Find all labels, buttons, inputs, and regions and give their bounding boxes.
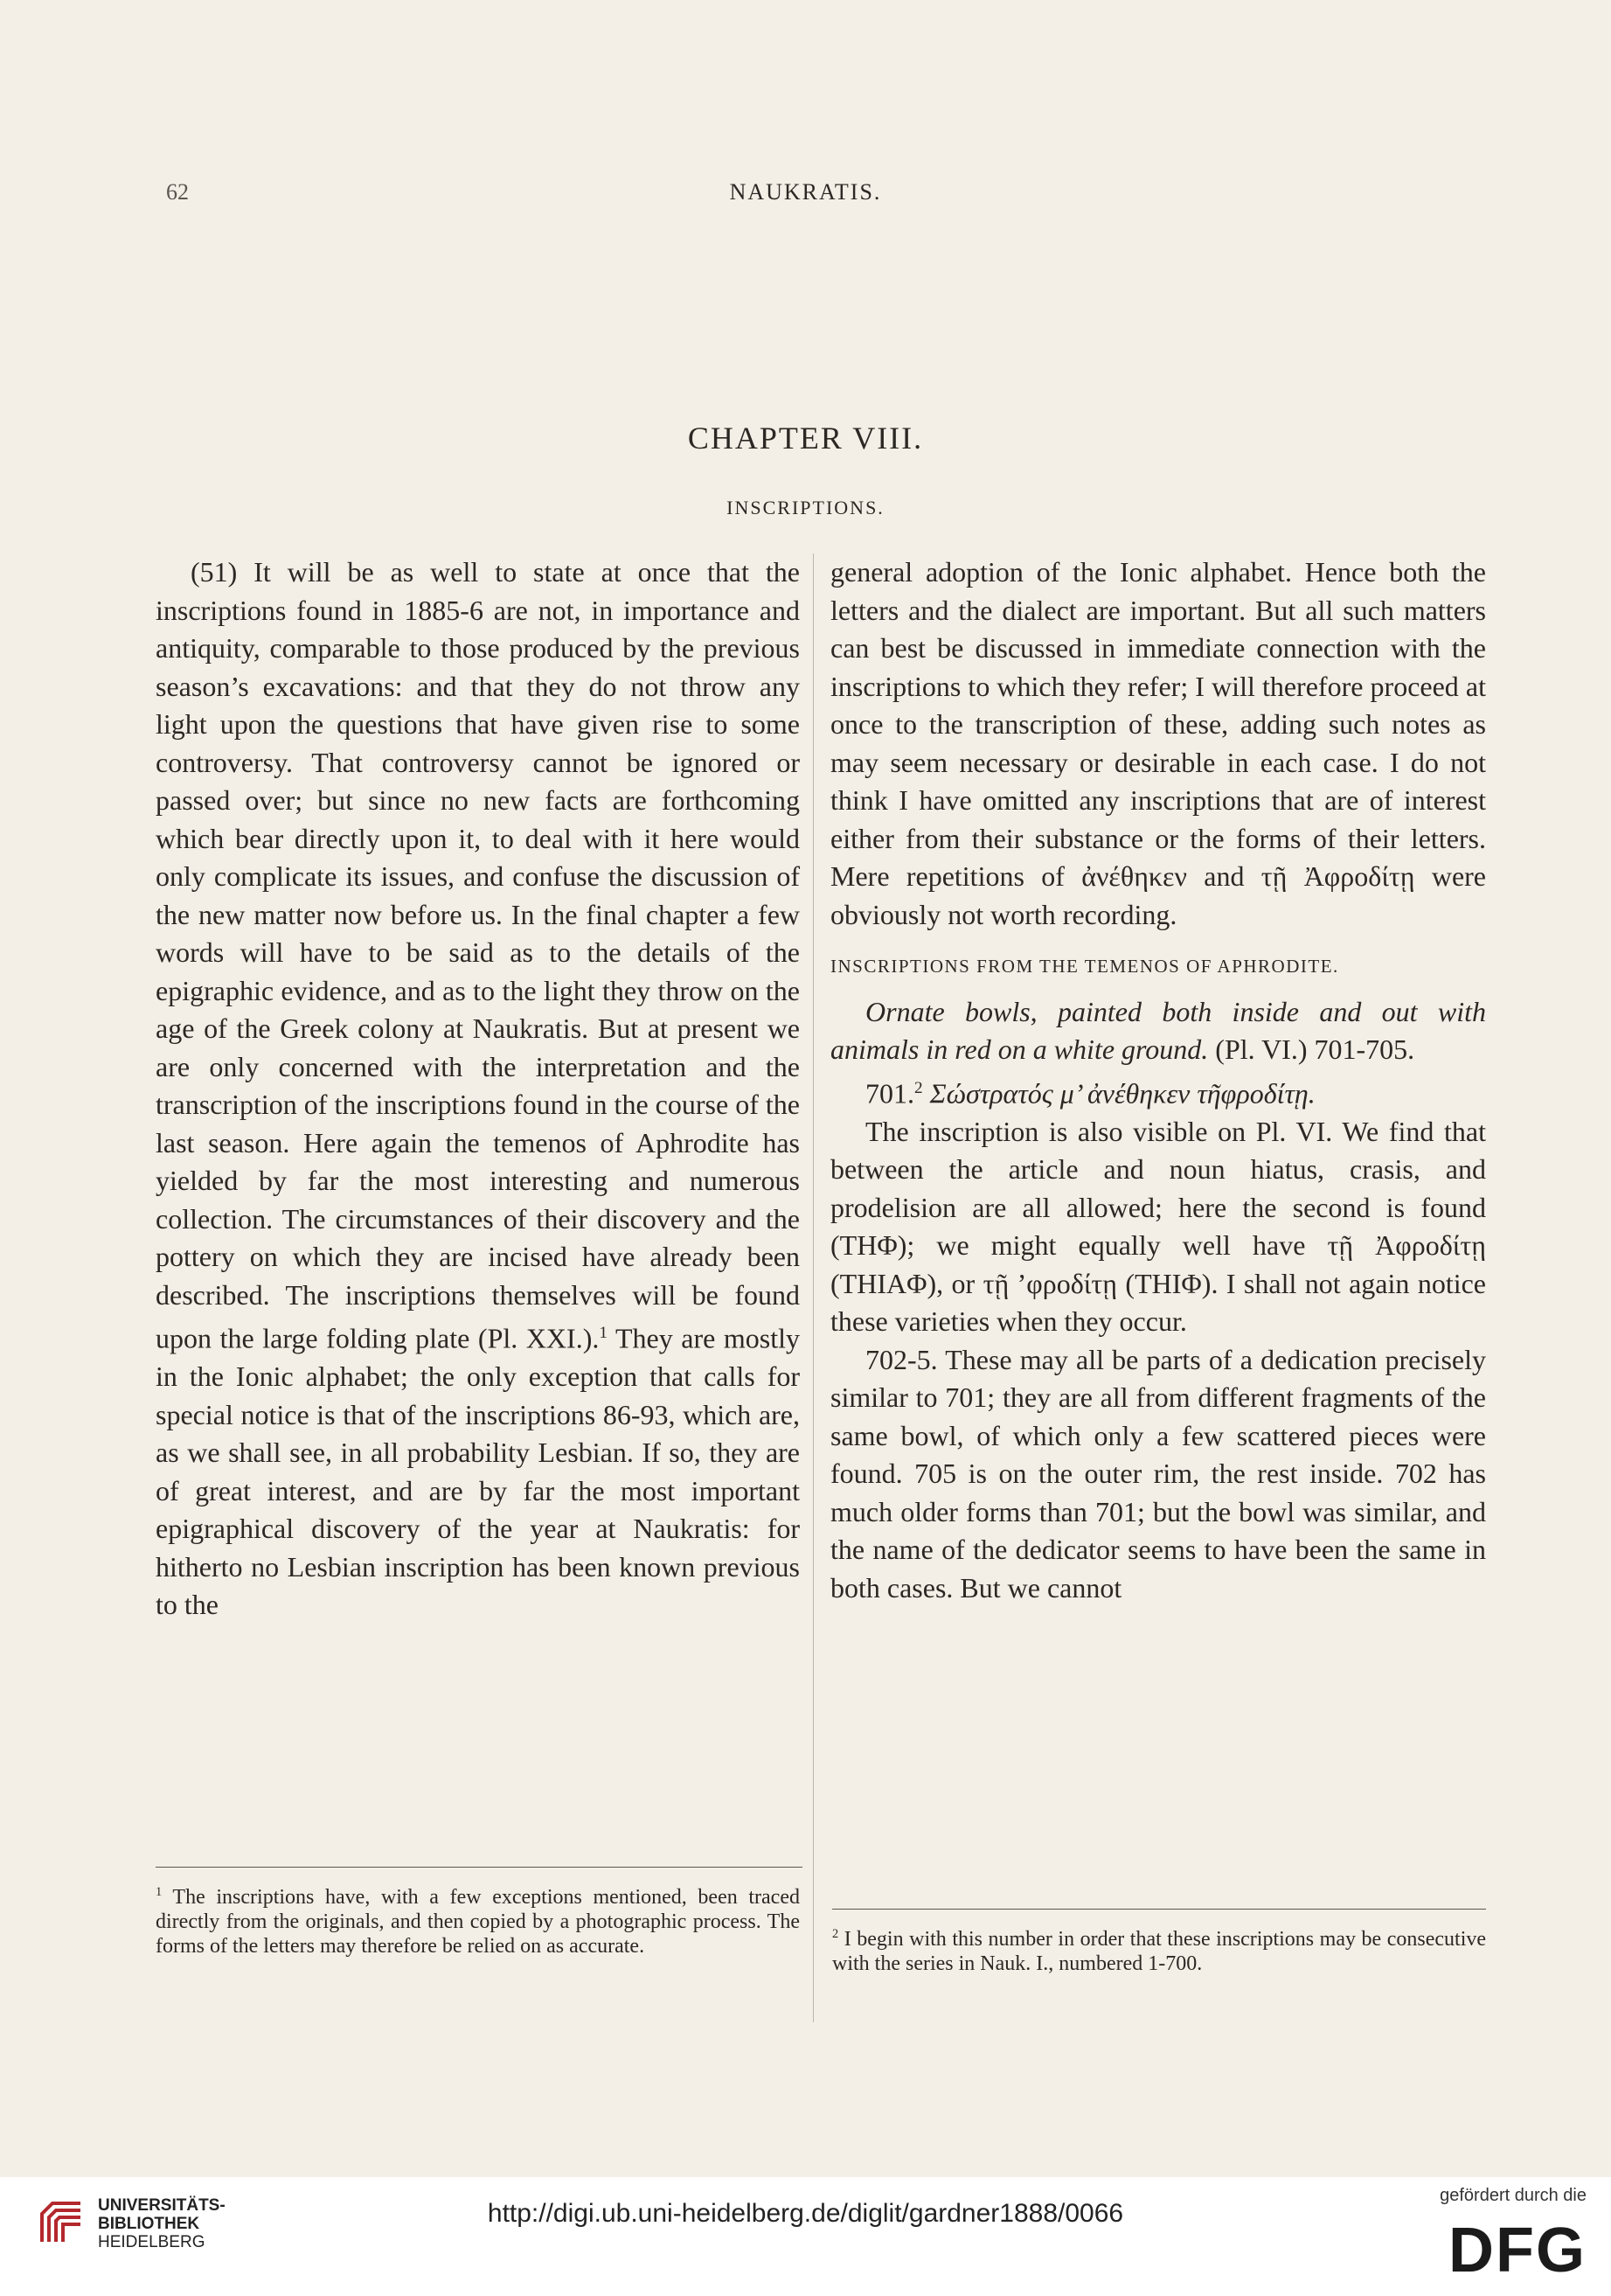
entry-number: 701. (865, 1077, 914, 1110)
running-title: NAUKRATIS. (729, 179, 882, 205)
section-heading: INSCRIPTIONS FROM THE TEMENOS OF APHRODITE. (830, 956, 1339, 977)
page-number: 62 (166, 179, 189, 205)
footnote-text: The inscriptions have, with a few exceptions mentioned, been traced directly from the originals, and then copied by a photographic process. The forms of the letters may therefore be relied on as accurate. (156, 1886, 800, 1958)
right-paragraph-1: general adoption of the Ionic alphabet. Hence both the letters and the dialect are important. But all such matters can best be discussed in immediate connection with the inscriptions to which they refer; I will therefore proceed at once to the transcription of these, adding such notes as may seem necessary or desirable in each case. I do not think I have omitted any inscriptions that are of interest either from their substance or the forms of their letters. Mere repetitions of ἀνέθηκεν and τῇ Ἀφροδίτῃ were obviously not worth recording. (830, 556, 1486, 930)
library-name-line-3: HEIDELBERG (98, 2233, 205, 2251)
footnote-rule-right (832, 1909, 1486, 1910)
footnote-mark: 2 (832, 1927, 839, 1941)
paragraph-text: (51) It will be as well to state at once that the inscriptions found in 1885-6 are not, in importance and antiquity, comparable to those produced by the previous season’s excavations: and that they do not throw any light upon the questions that have given rise to some controversy. That controversy cannot be ignored or passed over; but since no new facts are forthcoming which bear directly upon it, to deal with it here would only complicate its issues, and confuse the discussion of the new matter now before us. In the final chapter a few words will have to be said as to the details of the epigraphic evidence, and as to the light they throw on the age of the Greek colony at Naukratis. But at present we are only concerned with the interpretation and the transcription of the inscriptions found in the course of the last season. Here again the temenos of Aphrodite has yielded by far the most interesting and numerous collection. The circumstances of their discovery and the pottery on which they are incised have already been described. The inscriptions themselves will be found upon the large folding plate (Pl. XXI.). (156, 556, 800, 1354)
left-column (156, 553, 800, 1625)
right-paragraph-2: The inscription is also visible on Pl. VI. We find that between the article and noun hiatus, crasis, and prodelision are all allowed; here the second is found (THΦ); we might equally well have τῇ Ἀφροδίτῃ (THIAΦ), or τῇ ’φροδίτῃ (THIΦ). I shall not again notice these varieties when they occur. (830, 1115, 1486, 1338)
entry-greek-text: Σώστρατός μ’ ἀνέθηκεν τῆφροδίτῃ. (929, 1077, 1316, 1110)
chapter-title: CHAPTER VIII. (687, 421, 924, 456)
column-divider (813, 553, 814, 2022)
footnote-mark: 1 (156, 1885, 163, 1899)
section-description-text: Ornate bowls, painted both inside and out with animals in red on a white ground. (830, 995, 1486, 1065)
section-description (830, 993, 1486, 1069)
footnote-text: I begin with this number in order that these inscriptions may be consecutive with the series in Nauk. I., numbered 1-700. (832, 1928, 1487, 1975)
chapter-subtitle: INSCRIPTIONS. (726, 497, 885, 518)
right-paragraph-3: 702-5. These may all be parts of a dedication precisely similar to 701; they are all from different fragments of the same bowl, of which only a few scattered pieces were found. 705 is on the outer rim, the rest inside. 702 has much older forms than 701; but the bowl was similar, and the name of the dedicator seems to have been the same in both cases. But we cannot (830, 1343, 1486, 1604)
right-column (830, 553, 1486, 1607)
footnote-ref: 2 (914, 1078, 923, 1097)
permalink-url[interactable]: http://digi.ub.uni-heidelberg.de/diglit/gardner1888/0066 (487, 2199, 1124, 2228)
footnote-rule-left (156, 1867, 802, 1868)
funded-by-text: gefördert durch die (1440, 2186, 1587, 2205)
left-paragraph (156, 553, 800, 1625)
dfg-logo[interactable]: DFG (1448, 2216, 1587, 2286)
entry-701 (830, 1069, 1486, 1113)
library-name-line-2: BIBLIOTHEK (98, 2215, 200, 2233)
digitization-footer (0, 2177, 1611, 2296)
footnote-left (156, 1880, 800, 1959)
footnote-ref: 1 (599, 1324, 608, 1342)
library-name-line-1: UNIVERSITÄTS- (98, 2196, 226, 2215)
section-plate-ref: (Pl. VI.) 701-705. (1215, 1033, 1415, 1065)
running-head (0, 179, 1611, 205)
paragraph-text-continued: They are mostly in the Ionic alphabet; the only exception that calls for special notice is that of the inscriptions 86-93, which are, as we shall see, in all probability Lesbian. If so, they are of great interest, and are by far the most important epigraphical discovery of the year at Naukratis: for hitherto no Lesbian inscription has been known previous to the (156, 1322, 801, 1621)
footnote-right (832, 1922, 1486, 1976)
